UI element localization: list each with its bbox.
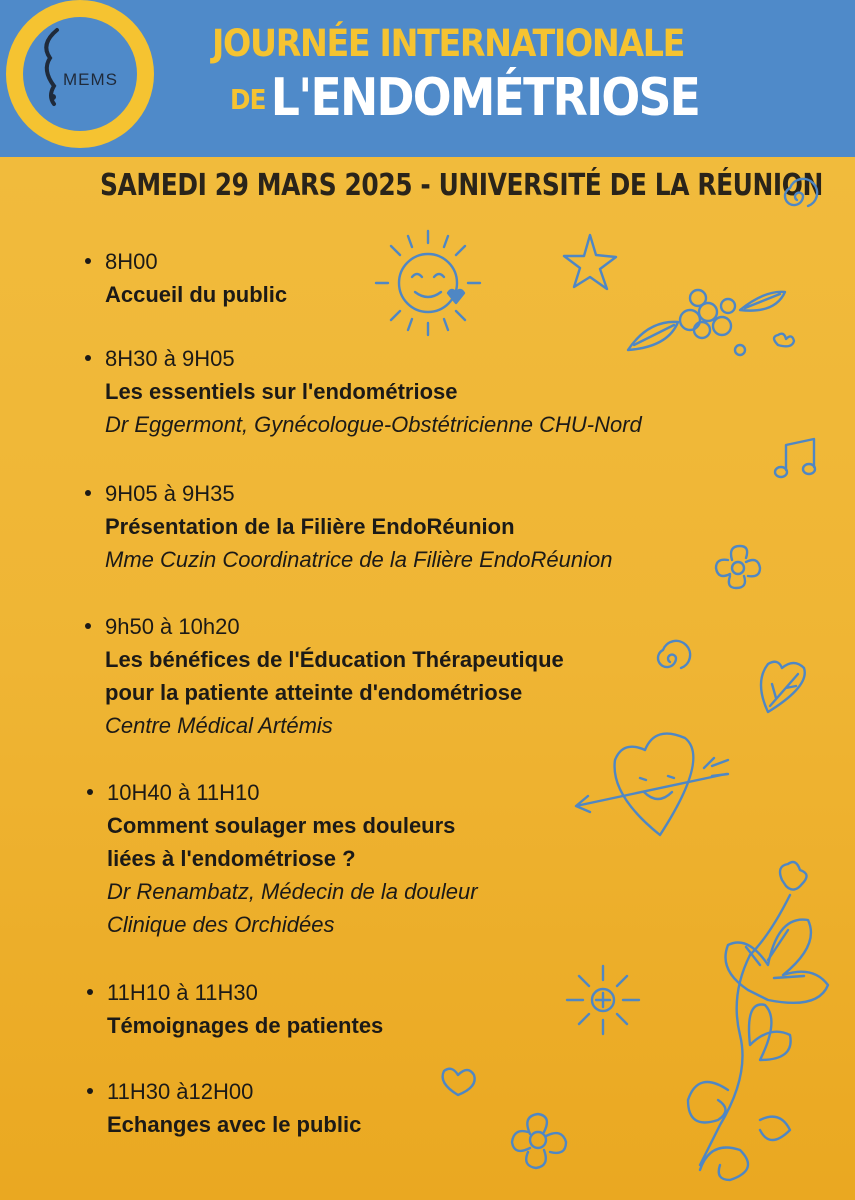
program-item [107,1076,361,1141]
item-time: 9H05 à 9H35 [105,478,612,510]
item-time: 11H10 à 11H30 [107,977,383,1009]
item-title: pour la patiente atteinte d'endométriose [105,680,523,705]
item-time: 9h50 à 10h20 [105,611,564,643]
title-endometriose: L'ENDOMÉTRIOSE [270,68,700,128]
item-title: Comment soulager mes douleurs [107,813,456,838]
item-title: Présentation de la Filière EndoRéunion [105,514,515,539]
program-item [105,611,564,742]
program-item [107,777,478,941]
program-item [105,343,642,441]
item-time: 11H30 à12H00 [107,1076,361,1108]
item-title: Accueil du public [105,282,288,307]
item-speaker: Dr Eggermont, Gynécologue-Obstétricienne CHU-Nord [105,412,642,437]
program-item [105,246,287,311]
item-speaker: Mme Cuzin Coordinatrice de la Filière EndoRéunion [105,547,613,572]
item-title: Les bénéfices de l'Éducation Thérapeutique [105,647,564,672]
item-title: liées à l'endométriose ? [107,846,356,871]
item-speaker: Clinique des Orchidées [107,912,335,937]
title-de: DE [230,83,266,116]
title-line-1: JOURNÉE INTERNATIONALE [212,22,685,65]
item-title: Echanges avec le public [107,1112,362,1137]
item-time: 8H00 [105,246,287,278]
item-time: 8H30 à 9H05 [105,343,642,375]
item-title: Témoignages de patientes [107,1013,384,1038]
item-time: 10H40 à 11H10 [107,777,478,809]
item-title: Les essentiels sur l'endométriose [105,379,458,404]
item-speaker: Dr Renambatz, Médecin de la douleur [107,879,478,904]
program-item [107,977,383,1042]
logo-text: MEMS [63,70,118,89]
event-date-location: SAMEDI 29 MARS 2025 - UNIVERSITÉ DE LA RÉUNION [100,168,823,203]
item-speaker: Centre Médical Artémis [105,713,333,738]
program-item [105,478,612,576]
